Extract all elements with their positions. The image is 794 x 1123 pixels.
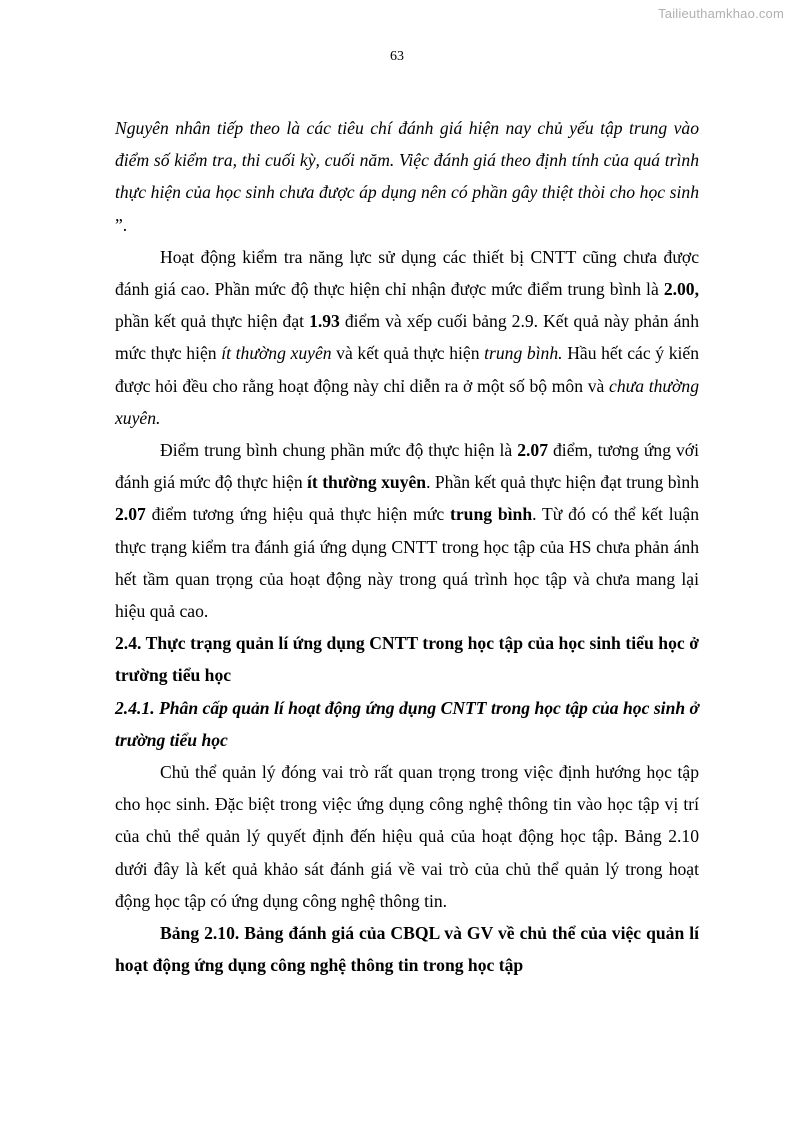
score-value: 2.07 (115, 504, 146, 525)
score-value: 2.00, (663, 279, 699, 300)
document-body (115, 112, 699, 981)
score-value: 2.07 (517, 440, 549, 461)
table-caption: Bảng 2.10. Bảng đánh giá của CBQL và GV về chủ thể của việc quản lí hoạt động ứng dụng công nghệ thông tin trong học tập (115, 923, 699, 976)
watermark: Tailieuthamkhao.com (658, 6, 784, 21)
text-span: phần kết quả thực hiện đạt (115, 311, 310, 332)
paragraph-it-device-assessment (115, 241, 699, 434)
emphasis-text: chưa thường xuyên. (115, 375, 699, 428)
section-heading-2-4: 2.4. Thực trạng quản lí ứng dụng CNTT trong học tập của học sinh tiểu học ở trường tiểu học (115, 633, 699, 686)
emphasis-text: ít thường xuyên (307, 472, 427, 493)
page-number: 63 (390, 49, 404, 64)
text-span: . Từ đó có thể kết luận thực trạng kiểm tra đánh giá ứng dụng CNTT trong học tập của HS chưa phản ánh hết tầm quan trọng của hoạt động này trong quá trình học tập và chưa mang lại hiệu quả cao. (115, 504, 700, 622)
text-span: . Phần kết quả thực hiện đạt trung bình (426, 472, 700, 493)
emphasis-text: ít thường xuyên (221, 343, 332, 364)
quote-text: Nguyên nhân tiếp theo là các tiêu chí đánh giá hiện nay chủ yếu tập trung vào điểm số kiểm tra, thi cuối kỳ, cuối năm. Việc đánh giá theo định tính của quá trình thực hiện của học sinh chưa được áp dụng nên có phần gây thiệt thòi cho học sinh (115, 118, 699, 203)
paragraph-management-role: Chủ thể quản lý đóng vai trò rất quan trọng trong việc định hướng học tập cho học sinh. Đặc biệt trong việc ứng dụng công nghệ thông tin vào học tập vị trí của chủ thể quản lý quyết định đến hiệu quả của hoạt động học tập. Bảng 2.10 dưới đây là kết quả khảo sát đánh giá về vai trò của chủ thể quản lý trong hoạt động học tập có ứng dụng công nghệ thông tin. (115, 762, 699, 911)
text-span: Hầu hết các ý kiến được hỏi đều cho rằng hoạt động này chỉ diễn ra ở một số bộ môn và (115, 343, 700, 396)
text-span: Điểm trung bình chung phần mức độ thực hiện là (160, 440, 518, 461)
text-span: và kết quả thực hiện (331, 343, 485, 364)
text-span: điểm, tương ứng với đánh giá mức độ thực hiện (115, 440, 699, 493)
subsection-heading-2-4-1: 2.4.1. Phân cấp quản lí hoạt động ứng dụng CNTT trong học tập của học sinh ở trường tiểu học (115, 697, 699, 750)
text-span: điểm và xếp cuối bảng 2.9. Kết quả này phản ánh mức thực hiện (115, 311, 699, 364)
text-span: Hoạt động kiểm tra năng lực sử dụng các thiết bị CNTT cũng chưa được đánh giá cao. Phần mức độ thực hiện chỉ nhận được mức điểm trung bình là (115, 246, 699, 300)
emphasis-text: trung bình (450, 504, 533, 525)
score-value: 1.93 (309, 311, 340, 332)
emphasis-text: trung bình. (484, 343, 563, 364)
quote-paragraph (115, 112, 699, 241)
text-span: điểm tương ứng hiệu quả thực hiện mức (145, 504, 451, 525)
quote-end: ”. (115, 214, 128, 235)
paragraph-average-score (115, 434, 699, 627)
